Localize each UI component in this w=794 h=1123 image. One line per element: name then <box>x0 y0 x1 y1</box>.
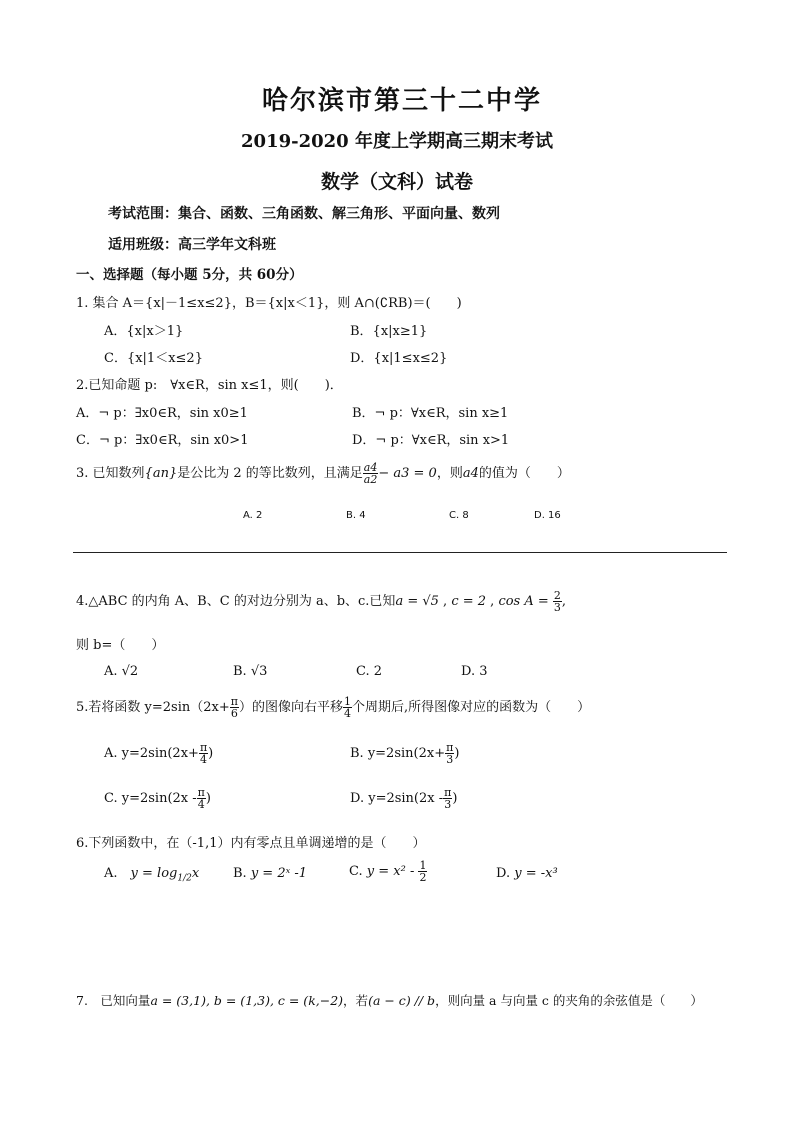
q4-option-a: A. √2 <box>104 664 139 679</box>
q5-quarter-fraction: $\frac{1}{4}$ <box>344 695 351 720</box>
q3-option-c: C. 8 <box>449 510 469 521</box>
q4-stem: 4.△ABC 的内角 A、B、C 的对边分别为 a、b、c.已知a = √5 , c = 2 , cos A = $\frac{2}{3}$ , <box>76 589 567 614</box>
q5-option-b: B. y=2sin(2x+ $\frac{\pi}{3}$ ) <box>350 741 460 766</box>
page-divider <box>73 552 727 553</box>
q4-question: 则 b=（ ） <box>76 638 165 653</box>
q2-option-b: B．¬ p：∀x∈R，sin x≥1 <box>352 406 509 421</box>
q3-stem: 3. 已知数列{an}是公比为 2 的等比数列，且满足 $\frac{a4}{a2}$ − a3 = 0，则a4的值为（ ） <box>76 461 570 486</box>
q3-option-a: A. 2 <box>243 510 263 521</box>
applicable-class: 适用班级：高三学年文科班 <box>108 237 276 253</box>
q4-option-c: C. 2 <box>356 664 383 679</box>
school-name: 哈尔滨市第三十二中学 <box>261 86 542 116</box>
q1-stem: 1. 集合 A＝{x|－1≤x≤2}，B＝{x|x＜1}，则 A∩(∁RB)＝( ) <box>76 296 462 311</box>
exam-term: 2019-2020 年度上学期高三期末考试 <box>241 131 553 152</box>
q6-option-b: B. y = 2ˣ -1 <box>233 866 308 881</box>
q5-stem: 5.若将函数 y=2sin（2x+ $\frac{\pi}{6}$ ）的图像向右平移 $\frac{1}{4}$ 个周期后,所得图像对应的函数为（ ） <box>76 695 591 720</box>
q2-option-c: C．¬ p：∃x0∈R，sin x0>1 <box>76 433 249 448</box>
q6-stem: 6.下列函数中，在（-1,1）内有零点且单调递增的是（ ） <box>76 836 426 851</box>
q5-option-c: C. y=2sin(2x - $\frac{\pi}{4}$ ) <box>104 786 211 811</box>
q6-option-d: D. y = -x³ <box>496 866 558 881</box>
exam-scope: 考试范围：集合、函数、三角函数、解三角形、平面向量、数列 <box>108 206 500 222</box>
q1-option-d: D．{x|1≤x≤2} <box>350 351 448 366</box>
q5-option-d: D. y=2sin(2x - $\frac{\pi}{3}$ ) <box>350 786 458 811</box>
q1-option-a: A．{x|x＞1} <box>104 324 184 339</box>
q6-option-c: C. y = x² - $\frac{1}{2}$ <box>349 859 427 884</box>
q3-option-b: B. 4 <box>346 510 366 521</box>
q5-pi-fraction: $\frac{\pi}{6}$ <box>230 695 238 720</box>
exam-subject: 数学（文科）试卷 <box>320 171 473 193</box>
q2-option-d: D．¬ p：∀x∈R，sin x>1 <box>352 433 510 448</box>
q1-option-c: C．{x|1＜x≤2} <box>104 351 203 366</box>
q3-option-d: D. 16 <box>534 510 561 521</box>
q1-option-b: B．{x|x≥1} <box>350 324 428 339</box>
q5-option-a: A. y=2sin(2x+ $\frac{\pi}{4}$ ) <box>104 741 214 766</box>
q4-option-d: D. 3 <box>461 664 488 679</box>
q2-stem: 2.已知命题 p: ∀x∈R，sin x≤1，则( )． <box>76 378 343 393</box>
section-title: 一、选择题（每小题 5分，共 60分） <box>76 267 303 283</box>
q2-option-a: A．¬ p：∃x0∈R，sin x0≥1 <box>76 406 248 421</box>
q7-stem: 7. 已知向量a = (3,1), b = (1,3), c = (k,−2)，若(a − c) // b，则向量 a 与向量 c 的夹角的余弦值是（ ） <box>76 993 703 1008</box>
q4-fraction: $\frac{2}{3}$ <box>553 589 561 614</box>
q4-option-b: B. √3 <box>233 664 268 679</box>
q6-option-a: A. $y = \log_{1/2}x$ <box>104 866 200 884</box>
q3-fraction: $\frac{a4}{a2}$ <box>363 461 378 486</box>
